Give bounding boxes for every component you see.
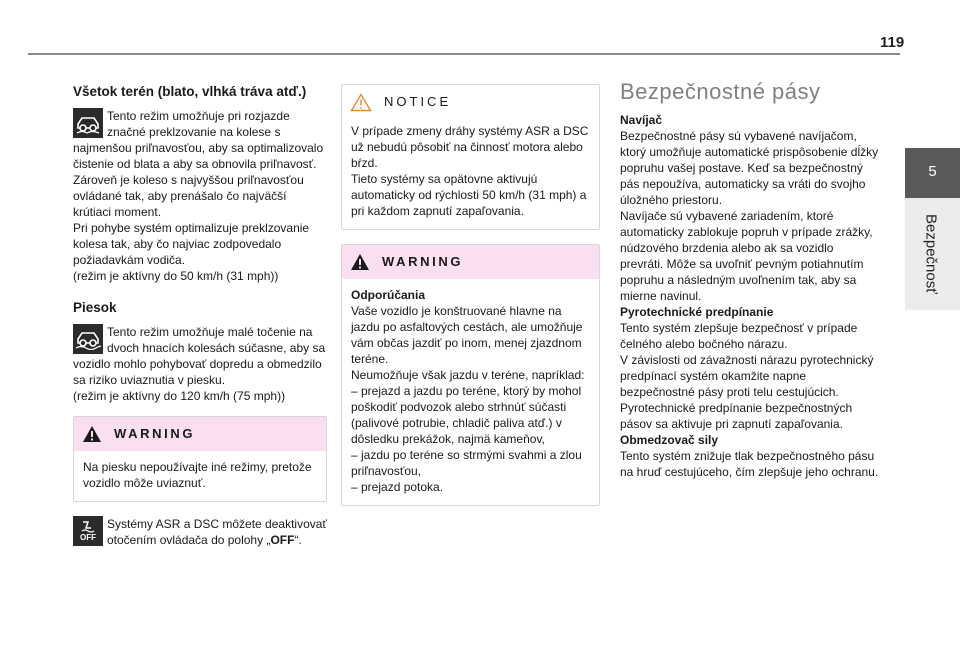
off-note-suffix: “. (294, 533, 302, 547)
notice-text-2: Tieto systémy sa opätovne aktivujú automaticky od rýchlosti 50 km/h (31 mph) a pri každom zapnutí zapaľovania. (351, 172, 587, 218)
warning-box-sand (73, 416, 327, 502)
off-note-prefix: Systémy ASR a DSC môžete deaktivovať otočením ovládača do polohy „ (107, 517, 327, 547)
warning-bullet-2: – jazdu po teréne so strmými svahmi a zlou priľnavosťou, (351, 448, 582, 478)
pretensioner-text-2: V závislosti od závažnosti nárazu pyrotechnický predpínací systém okamžite napne bezpečnostné pásy proti telu cestujúcich. (620, 353, 874, 399)
header-divider (28, 53, 900, 55)
all-terrain-text-3: Pri pohybe systém optimalizuje preklzovanie kolesa tak, aby čo najviac zodpovedalo požiadavkám vodiča. (73, 221, 310, 267)
pretensioner-text-3: Pyrotechnické predpínanie bezpečnostných pásov sa aktivuje pri zapnutí zapaľovania. (620, 401, 853, 431)
esc-off-icon-label: OFF (80, 533, 96, 542)
warning-bullet-3: – prejazd potoka. (351, 480, 444, 494)
warning-text: Na piesku nepoužívajte iné režimy, pretože vozidlo môže uviaznuť. (83, 460, 312, 490)
warning-bullet-1: – prejazd a jazdu po teréne, ktorý by mohol poškodiť podvozok alebo strhnúť súčasti (palivové potrubie, chladič paliva atď.) v dôsledku prekážok, najmä kameňov, (351, 384, 582, 446)
warning-title: WARNING (382, 254, 464, 269)
notice-header (342, 85, 599, 119)
subheading-retractor: Navíjač (620, 113, 663, 127)
pretensioner-text-1: Tento systém zlepšuje bezpečnosť v prípade čelného alebo bočného nárazu. (620, 321, 858, 351)
esc-off-icon (73, 516, 103, 546)
retractor-text-2: Navíjače sú vybavené zariadením, ktoré automaticky zablokuje popruh v prípade zrážky, núdzového brzdenia alebo ak sa vozidlo prevráti. Môže sa uvoľniť pevným potiahnutím popruhu a následným uvoľnením tak, aby sa mierne navinul. (620, 209, 873, 303)
sand-mode-icon (73, 324, 103, 354)
notice-title: NOTICE (384, 94, 452, 109)
section-heading-sand: Piesok (73, 300, 117, 315)
all-terrain-text: Tento režim umožňuje pri rozjazde značné preklzovanie na kolese s najmenšou priľnavosťou, aby sa optimalizovalo čistenie od blata a aby sa obnovila priľnavosť. (73, 109, 324, 171)
notice-triangle-icon (350, 93, 372, 112)
all-terrain-speed-note: (režim je aktívny do 50 km/h (31 mph)) (73, 269, 279, 283)
section-title-seat-belts: Bezpečnostné pásy (620, 79, 821, 104)
warning-subheading: Odporúčania (351, 288, 426, 302)
column-middle (341, 84, 600, 506)
all-terrain-block (73, 108, 327, 284)
column-right (620, 79, 880, 480)
all-terrain-mode-icon (73, 108, 103, 138)
sand-text: Tento režim umožňuje malé točenie na dvoch hnacích kolesách súčasne, aby sa vozidlo mohlo pohybovať dopredu a obmedzilo sa riziko uviaznutia v piesku. (73, 325, 326, 387)
warning-header (74, 417, 326, 451)
notice-box (341, 84, 600, 230)
chapter-title: Bezpečnosť (922, 214, 940, 294)
off-note-block (73, 516, 327, 556)
warning-box-offroad (341, 244, 600, 506)
warning-triangle-icon (350, 253, 370, 271)
all-terrain-text-2: Zároveň je koleso s najvyššou priľnavosťou ovládané tak, aby prenášalo čo najväčší krútiaci moment. (73, 173, 304, 219)
off-note-bold: OFF (270, 533, 295, 547)
notice-text: V prípade zmeny dráhy systémy ASR a DSC už nebudú pôsobiť na činnosť motora alebo bŕzd. (351, 124, 589, 170)
warning-text-2: Neumožňuje však jazdu v teréne, napríklad: (351, 368, 585, 382)
force-limiter-text: Tento systém znižuje tlak bezpečnostného pásu na hruď cestujúceho, čím zlepšuje jeho ochranu. (620, 449, 879, 479)
subheading-force-limiter: Obmedzovač sily (620, 433, 719, 447)
sand-block (73, 324, 327, 404)
retractor-text-1: Bezpečnostné pásy sú vybavené navíjačom, ktorý umožňuje automatické prispôsobenie dĺžky popruhu vašej postave. Keď sa bezpečnostný pás nepoužíva, automaticky sa vráti do svojho úložného priestoru. (620, 129, 879, 207)
off-note-text (73, 516, 327, 548)
chapter-number: 5 (928, 163, 937, 180)
sand-speed-note: (režim je aktívny do 120 km/h (75 mph)) (73, 389, 286, 403)
warning-text: Vaše vozidlo je konštruované hlavne na jazdu po asfaltových cestách, ale umožňuje vám občas jazdiť po inom, menej zjazdnom teréne. (351, 304, 583, 366)
warning-title: WARNING (114, 426, 196, 441)
subheading-pretensioner: Pyrotechnické predpínanie (620, 305, 774, 319)
section-heading-all-terrain: Všetok terén (blato, vlhká tráva atď.) (73, 84, 307, 99)
warning-header (342, 245, 599, 279)
warning-triangle-icon (82, 425, 102, 443)
page-number: 119 (880, 34, 905, 51)
column-left (73, 84, 327, 556)
